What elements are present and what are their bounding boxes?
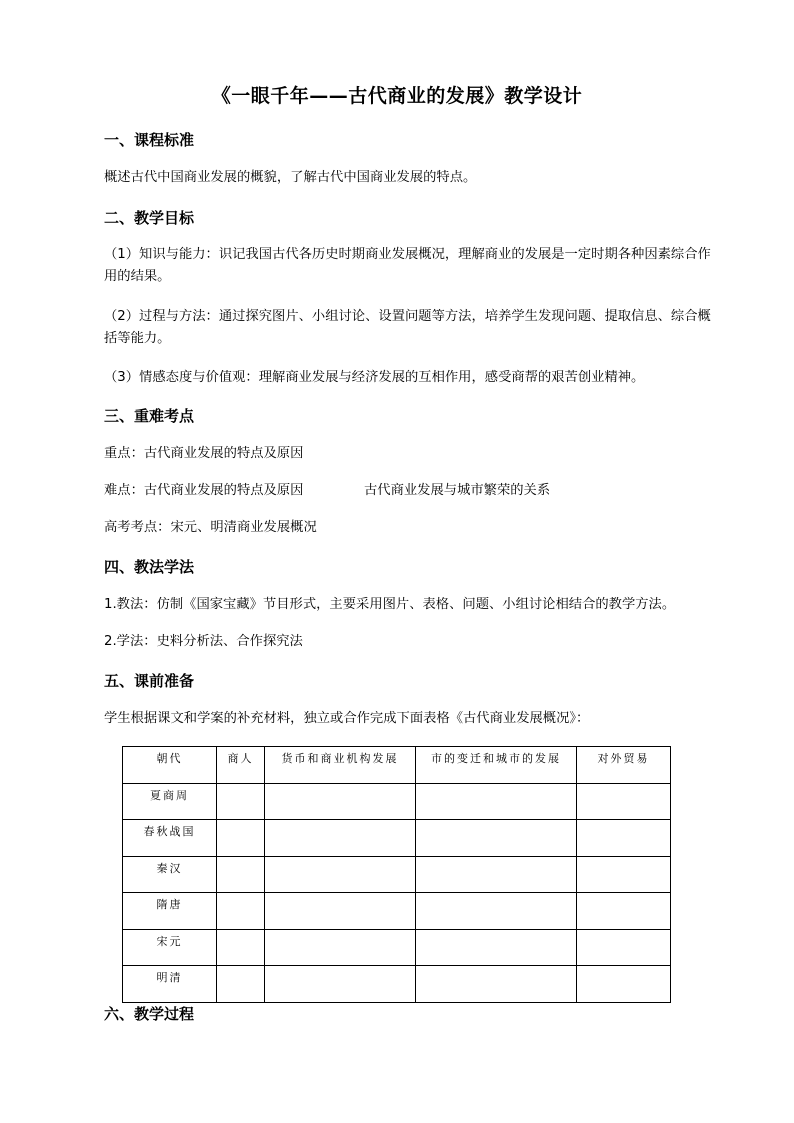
table-header-foreign-trade: 对外贸易: [577, 747, 671, 784]
blank-cell: [577, 820, 671, 857]
section-heading-teaching-goals: 二、教学目标: [104, 209, 195, 227]
section-heading-preparation: 五、课前准备: [104, 672, 195, 690]
section-heading-teaching-process: 六、教学过程: [104, 1005, 195, 1023]
goal-attitude-values: （3）情感态度与价值观：理解商业发展与经济发展的互相作用，感受商帮的艰苦创业精神。: [104, 370, 645, 385]
key-point-text: 重点：古代商业发展的特点及原因: [104, 446, 304, 461]
blank-cell: [416, 856, 577, 893]
dynasty-cell: 春秋战国: [123, 820, 217, 857]
blank-cell: [416, 783, 577, 820]
table-header-merchants: 商人: [217, 747, 265, 784]
blank-cell: [265, 783, 416, 820]
blank-cell: [217, 929, 265, 966]
blank-cell: [577, 929, 671, 966]
commerce-overview-table: [122, 746, 671, 1003]
section-heading-methods: 四、教法学法: [104, 558, 195, 576]
section-heading-key-points: 三、重难考点: [104, 407, 195, 425]
blank-cell: [577, 856, 671, 893]
dynasty-cell: 隋唐: [123, 893, 217, 930]
blank-cell: [416, 893, 577, 930]
document-title: 《一眼千年——古代商业的发展》教学设计: [211, 85, 583, 107]
dynasty-cell: 宋元: [123, 929, 217, 966]
blank-cell: [265, 929, 416, 966]
blank-cell: [217, 893, 265, 930]
blank-cell: [265, 820, 416, 857]
blank-cell: [265, 856, 416, 893]
learning-method-text: 2.学法：史料分析法、合作探究法: [104, 634, 303, 649]
exam-point-text: 高考考点：宋元、明清商业发展概况: [104, 520, 317, 535]
dynasty-cell: 明清: [123, 966, 217, 1003]
blank-cell: [416, 929, 577, 966]
teaching-method-text: 1.教法：仿制《国家宝藏》节目形式，主要采用图片、表格、问题、小组讨论相结合的教学方法。: [104, 597, 676, 612]
difficult-point-text-2: 古代商业发展与城市繁荣的关系: [364, 483, 551, 498]
table-row: [123, 783, 671, 820]
table-row: [123, 929, 671, 966]
section-heading-curriculum-standard: 一、课程标准: [104, 131, 195, 149]
blank-cell: [265, 966, 416, 1003]
table-row: [123, 966, 671, 1003]
dynasty-cell: 秦汉: [123, 856, 217, 893]
blank-cell: [416, 966, 577, 1003]
table-header-dynasty: 朝代: [123, 747, 217, 784]
table-header-markets-cities: 市的变迁和城市的发展: [416, 747, 577, 784]
dynasty-cell: 夏商周: [123, 783, 217, 820]
table-header-currency: 货币和商业机构发展: [265, 747, 416, 784]
blank-cell: [416, 820, 577, 857]
difficult-point-text: 难点：古代商业发展的特点及原因: [104, 483, 304, 498]
blank-cell: [217, 966, 265, 1003]
goal-knowledge-ability: （1）知识与能力：识记我国古代各历史时期商业发展概况，理解商业的发展是一定时期各种因素综合作用的结果。: [104, 247, 711, 284]
goal-process-method: （2）过程与方法：通过探究图片、小组讨论、设置问题等方法，培养学生发现问题、提取信息、综合概括等能力。: [104, 309, 711, 346]
curriculum-standard-text: 概述古代中国商业发展的概貌，了解古代中国商业发展的特点。: [104, 170, 477, 185]
table-row: [123, 893, 671, 930]
preparation-text: 学生根据课文和学案的补充材料，独立或合作完成下面表格《古代商业发展概况》：: [104, 711, 590, 726]
table-header-row: [123, 747, 671, 784]
blank-cell: [577, 966, 671, 1003]
table-row: [123, 856, 671, 893]
blank-cell: [217, 820, 265, 857]
blank-cell: [265, 893, 416, 930]
blank-cell: [577, 783, 671, 820]
table-row: [123, 820, 671, 857]
blank-cell: [217, 856, 265, 893]
blank-cell: [217, 783, 265, 820]
blank-cell: [577, 893, 671, 930]
